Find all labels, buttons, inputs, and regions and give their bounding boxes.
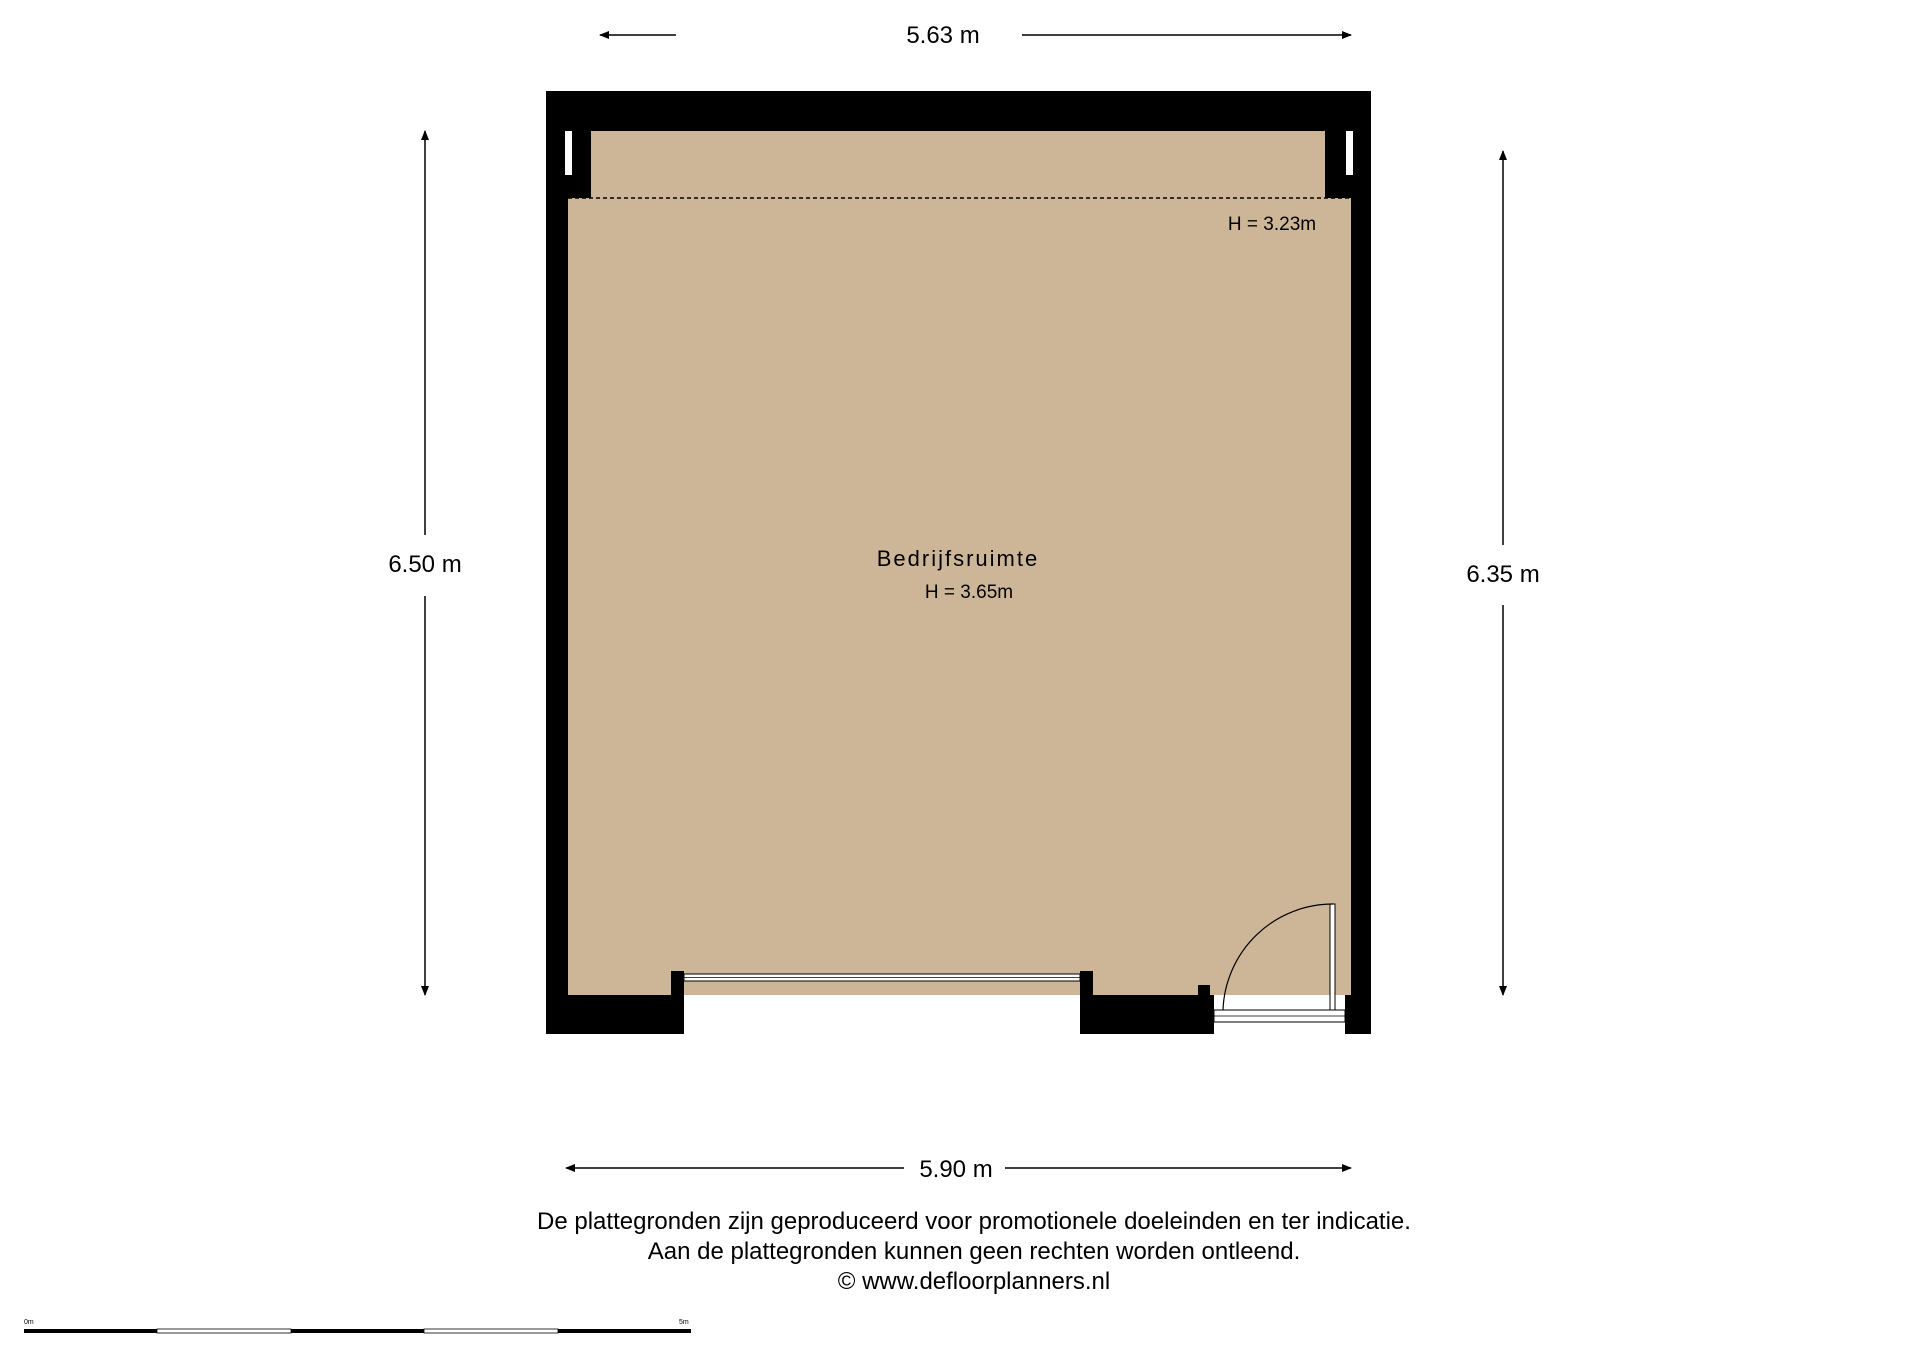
dimension-top-label: 5.63 m [906,22,980,49]
bottom-wall-left [546,995,684,1034]
bottom-wall-middle [1080,995,1214,1034]
scale-bar-segment [157,1329,291,1333]
scale-bar-segment [424,1329,558,1333]
lowered-ceiling-height-label: H = 3.23m [1227,214,1317,235]
bottom-wall-right [1345,995,1371,1034]
dimension-bottom-label: 5.90 m [919,1156,993,1183]
scale-bar-segment [558,1329,691,1333]
door-leaf [1330,904,1335,1010]
door-jamb-stub [1198,985,1210,996]
scale-bar-start-label: 0m [24,1319,34,1326]
scale-bar-segment [24,1329,157,1333]
disclaimer [0,1207,1920,1297]
room-name-label: Bedrijfsruimte [876,546,1040,571]
overhead-door-opening [684,995,1080,1040]
room-height-label: H = 3.65m [924,582,1014,603]
disclaimer-line-3: © www.defloorplanners.nl [837,1268,1111,1295]
dimension-right-label: 6.35 m [1466,561,1540,588]
disclaimer-line-1: De plattegronden zijn geproduceerd voor promotionele doeleinden en ter indicatie. [537,1208,1411,1235]
disclaimer-line-2: Aan de plattegronden kunnen geen rechten worden ontleend. [647,1238,1301,1265]
scale-bar-end-label: 5m [679,1319,689,1326]
scale-bar-segment [291,1329,424,1333]
overhead-door-jamb-left [671,971,684,996]
dimension-left-label: 6.50 m [388,551,462,578]
window-slit-left [565,131,572,175]
overhead-door-jamb-right [1080,971,1093,996]
window-slit-right [1346,131,1353,175]
scale-bar [24,1319,691,1333]
